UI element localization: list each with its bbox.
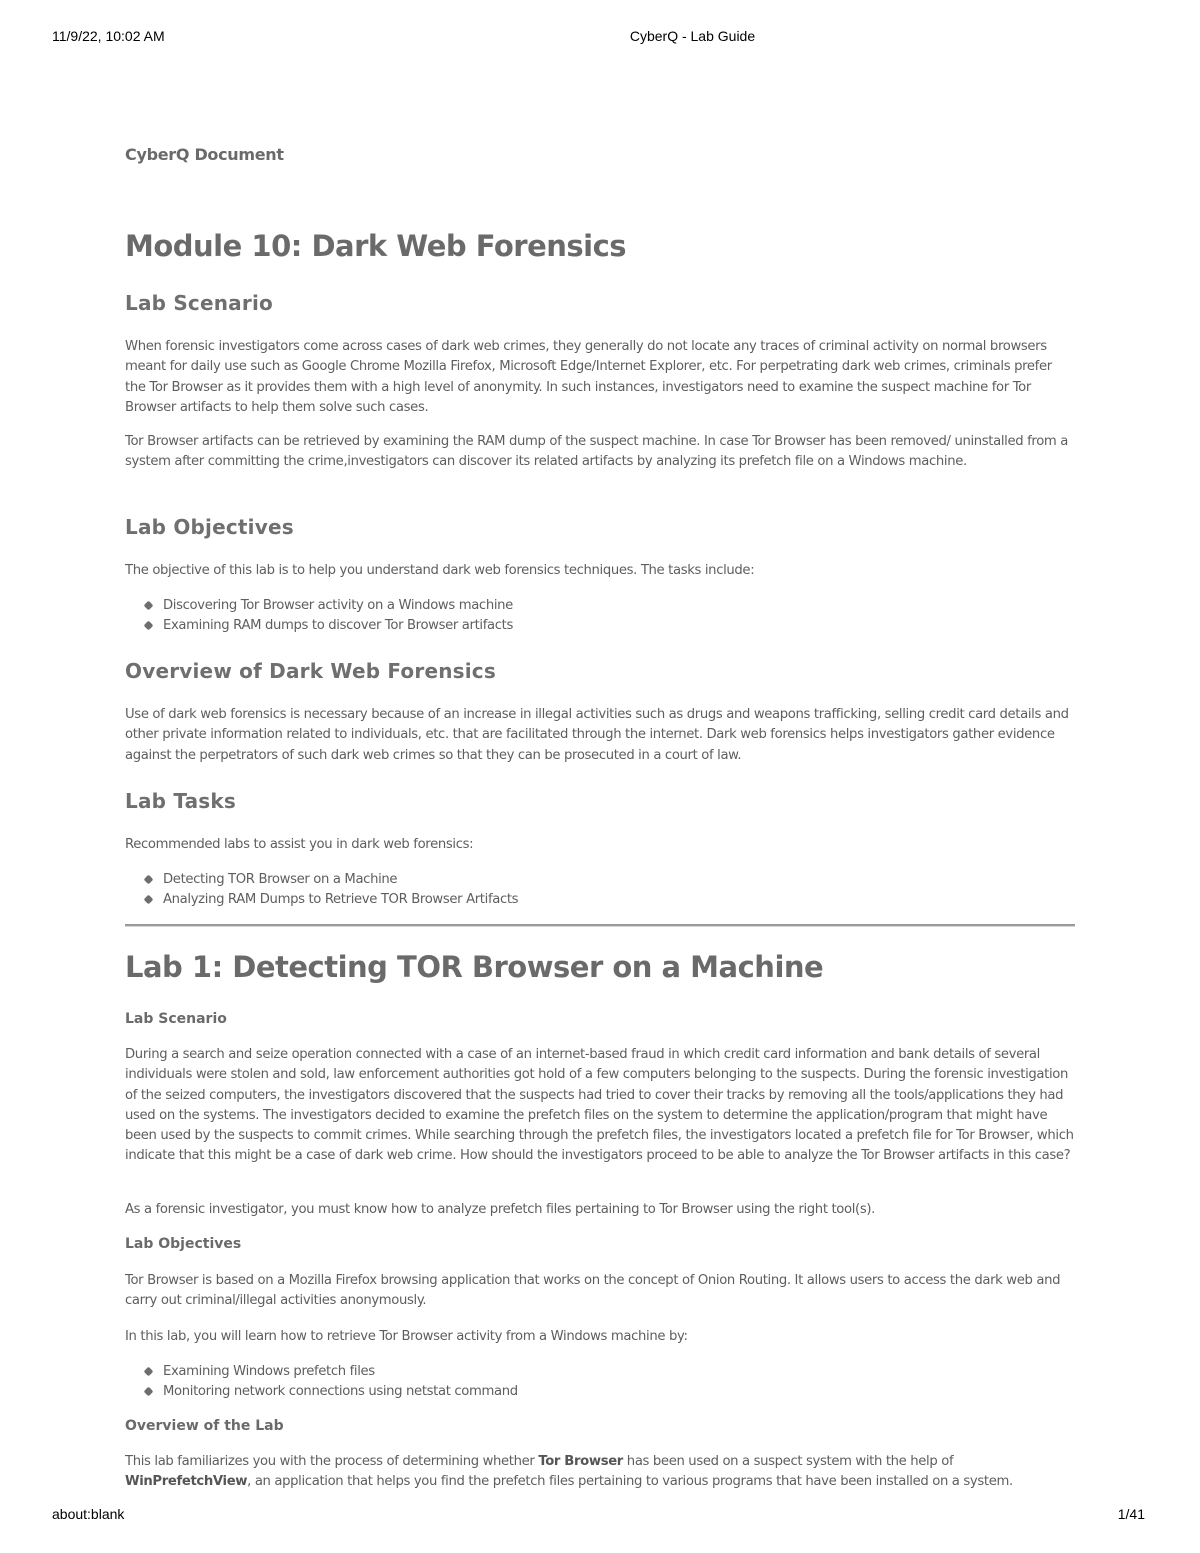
bullet-icon <box>144 621 154 631</box>
module-scenario-p1: When forensic investigators come across cases of dark web crimes, they generally do not locate any traces of criminal activity on normal browsers meant for daily use such as Google Chrome Mozilla Firefox, Microsoft Edge/Internet Explorer, etc. For perpetrating dark web crimes, criminals prefer the Tor Browser as it provides them with a high level of anonymity. In such instances, investigators need to examine the suspect machine for Tor Browser artifacts to help them solve such cases. <box>125 339 1052 415</box>
lab1-objectives-list <box>125 1362 518 1402</box>
print-page-number: 1/41 <box>1117 1506 1145 1522</box>
module-tasks-list <box>125 870 518 910</box>
winprefetchview-term: WinPrefetchView <box>125 1474 248 1490</box>
print-footer <box>0 1506 1200 1526</box>
list-item: Detecting TOR Browser on a Machine <box>125 870 518 890</box>
section-divider <box>125 924 1075 927</box>
module-tasks-heading: Lab Tasks <box>125 789 236 813</box>
list-item: Examining Windows prefetch files <box>125 1362 518 1382</box>
module-overview-heading: Overview of Dark Web Forensics <box>125 659 496 683</box>
module-objectives-intro: The objective of this lab is to help you understand dark web forensics techniques. The tasks include: <box>125 563 755 578</box>
lab1-objectives-p2: In this lab, you will learn how to retrieve Tor Browser activity from a Windows machine by: <box>125 1329 688 1344</box>
lab1-objectives-p1: Tor Browser is based on a Mozilla Firefox browsing application that works on the concept of Onion Routing. It allows users to access the dark web and carry out criminal/illegal activities anonymously. <box>125 1273 1061 1309</box>
print-url: about:blank <box>52 1506 125 1522</box>
module-tasks-intro: Recommended labs to assist you in dark web forensics: <box>125 837 474 852</box>
lab1-overview-paragraph: This lab familiarizes you with the process of determining whether Tor Browser has been used on a suspect system with the help of WinPrefetchView, an application that helps you find the prefetch files pertaining to various programs that have been installed on a system. <box>125 1454 1013 1490</box>
lab1-objectives-heading: Lab Objectives <box>125 1236 242 1252</box>
list-item: Examining RAM dumps to discover Tor Browser artifacts <box>125 616 513 636</box>
list-item: Monitoring network connections using netstat command <box>125 1382 518 1402</box>
lab1-overview-heading: Overview of the Lab <box>125 1418 284 1434</box>
print-datetime: 11/9/22, 10:02 AM <box>52 28 165 44</box>
bullet-icon <box>144 1367 154 1377</box>
lab1-scenario-p2: As a forensic investigator, you must know how to analyze prefetch files pertaining to Tor Browser using the right tool(s). <box>125 1202 876 1217</box>
bullet-icon <box>144 875 154 885</box>
module-objectives-list <box>125 596 513 636</box>
list-item: Discovering Tor Browser activity on a Windows machine <box>125 596 513 616</box>
module-title: Module 10: Dark Web Forensics <box>125 229 627 263</box>
lab1-scenario-p1: During a search and seize operation connected with a case of an internet-based fraud in which credit card information and bank details of several individuals were stolen and sold, law enforcement authorities got hold of a few computers belonging to the suspects. During the forensic investigation of the seized computers, the investigators discovered that the suspects had tried to cover their tracks by removing all the tools/applications they had used on the systems. The investigators decided to examine the prefetch files on the system to determine the application/program that might have been used by the suspects to commit crimes. While searching through the prefetch files, the investigators located a prefetch file for Tor Browser, which indicate that this might be a case of dark web crime. How should the investigators proceed to be able to analyze the Tor Browser artifacts in this case? <box>125 1047 1074 1164</box>
document-label: CyberQ Document <box>125 145 284 164</box>
module-overview-paragraph: Use of dark web forensics is necessary because of an increase in illegal activities such as drugs and weapons trafficking, selling credit card details and other private information related to individuals, etc. that are facilitated through the internet. Dark web forensics helps investigators gather evidence against the perpetrators of such dark web crimes so that they can be prosecuted in a court of law. <box>125 707 1069 763</box>
lab1-title: Lab 1: Detecting TOR Browser on a Machine <box>125 950 824 984</box>
module-scenario-heading: Lab Scenario <box>125 291 273 315</box>
module-scenario-p2: Tor Browser artifacts can be retrieved by examining the RAM dump of the suspect machine. In case Tor Browser has been removed/ uninstalled from a system after committing the crime,investigators can discover its related artifacts by analyzing its prefetch file on a Windows machine. <box>125 434 1068 470</box>
lab1-scenario-heading: Lab Scenario <box>125 1011 227 1027</box>
print-title: CyberQ - Lab Guide <box>629 28 756 44</box>
bullet-icon <box>144 1387 154 1397</box>
module-objectives-heading: Lab Objectives <box>125 515 294 539</box>
print-header <box>0 28 1200 48</box>
list-item: Analyzing RAM Dumps to Retrieve TOR Browser Artifacts <box>125 890 518 910</box>
bullet-icon <box>144 601 154 611</box>
bullet-icon <box>144 895 154 905</box>
tor-browser-term: Tor Browser <box>538 1454 623 1469</box>
